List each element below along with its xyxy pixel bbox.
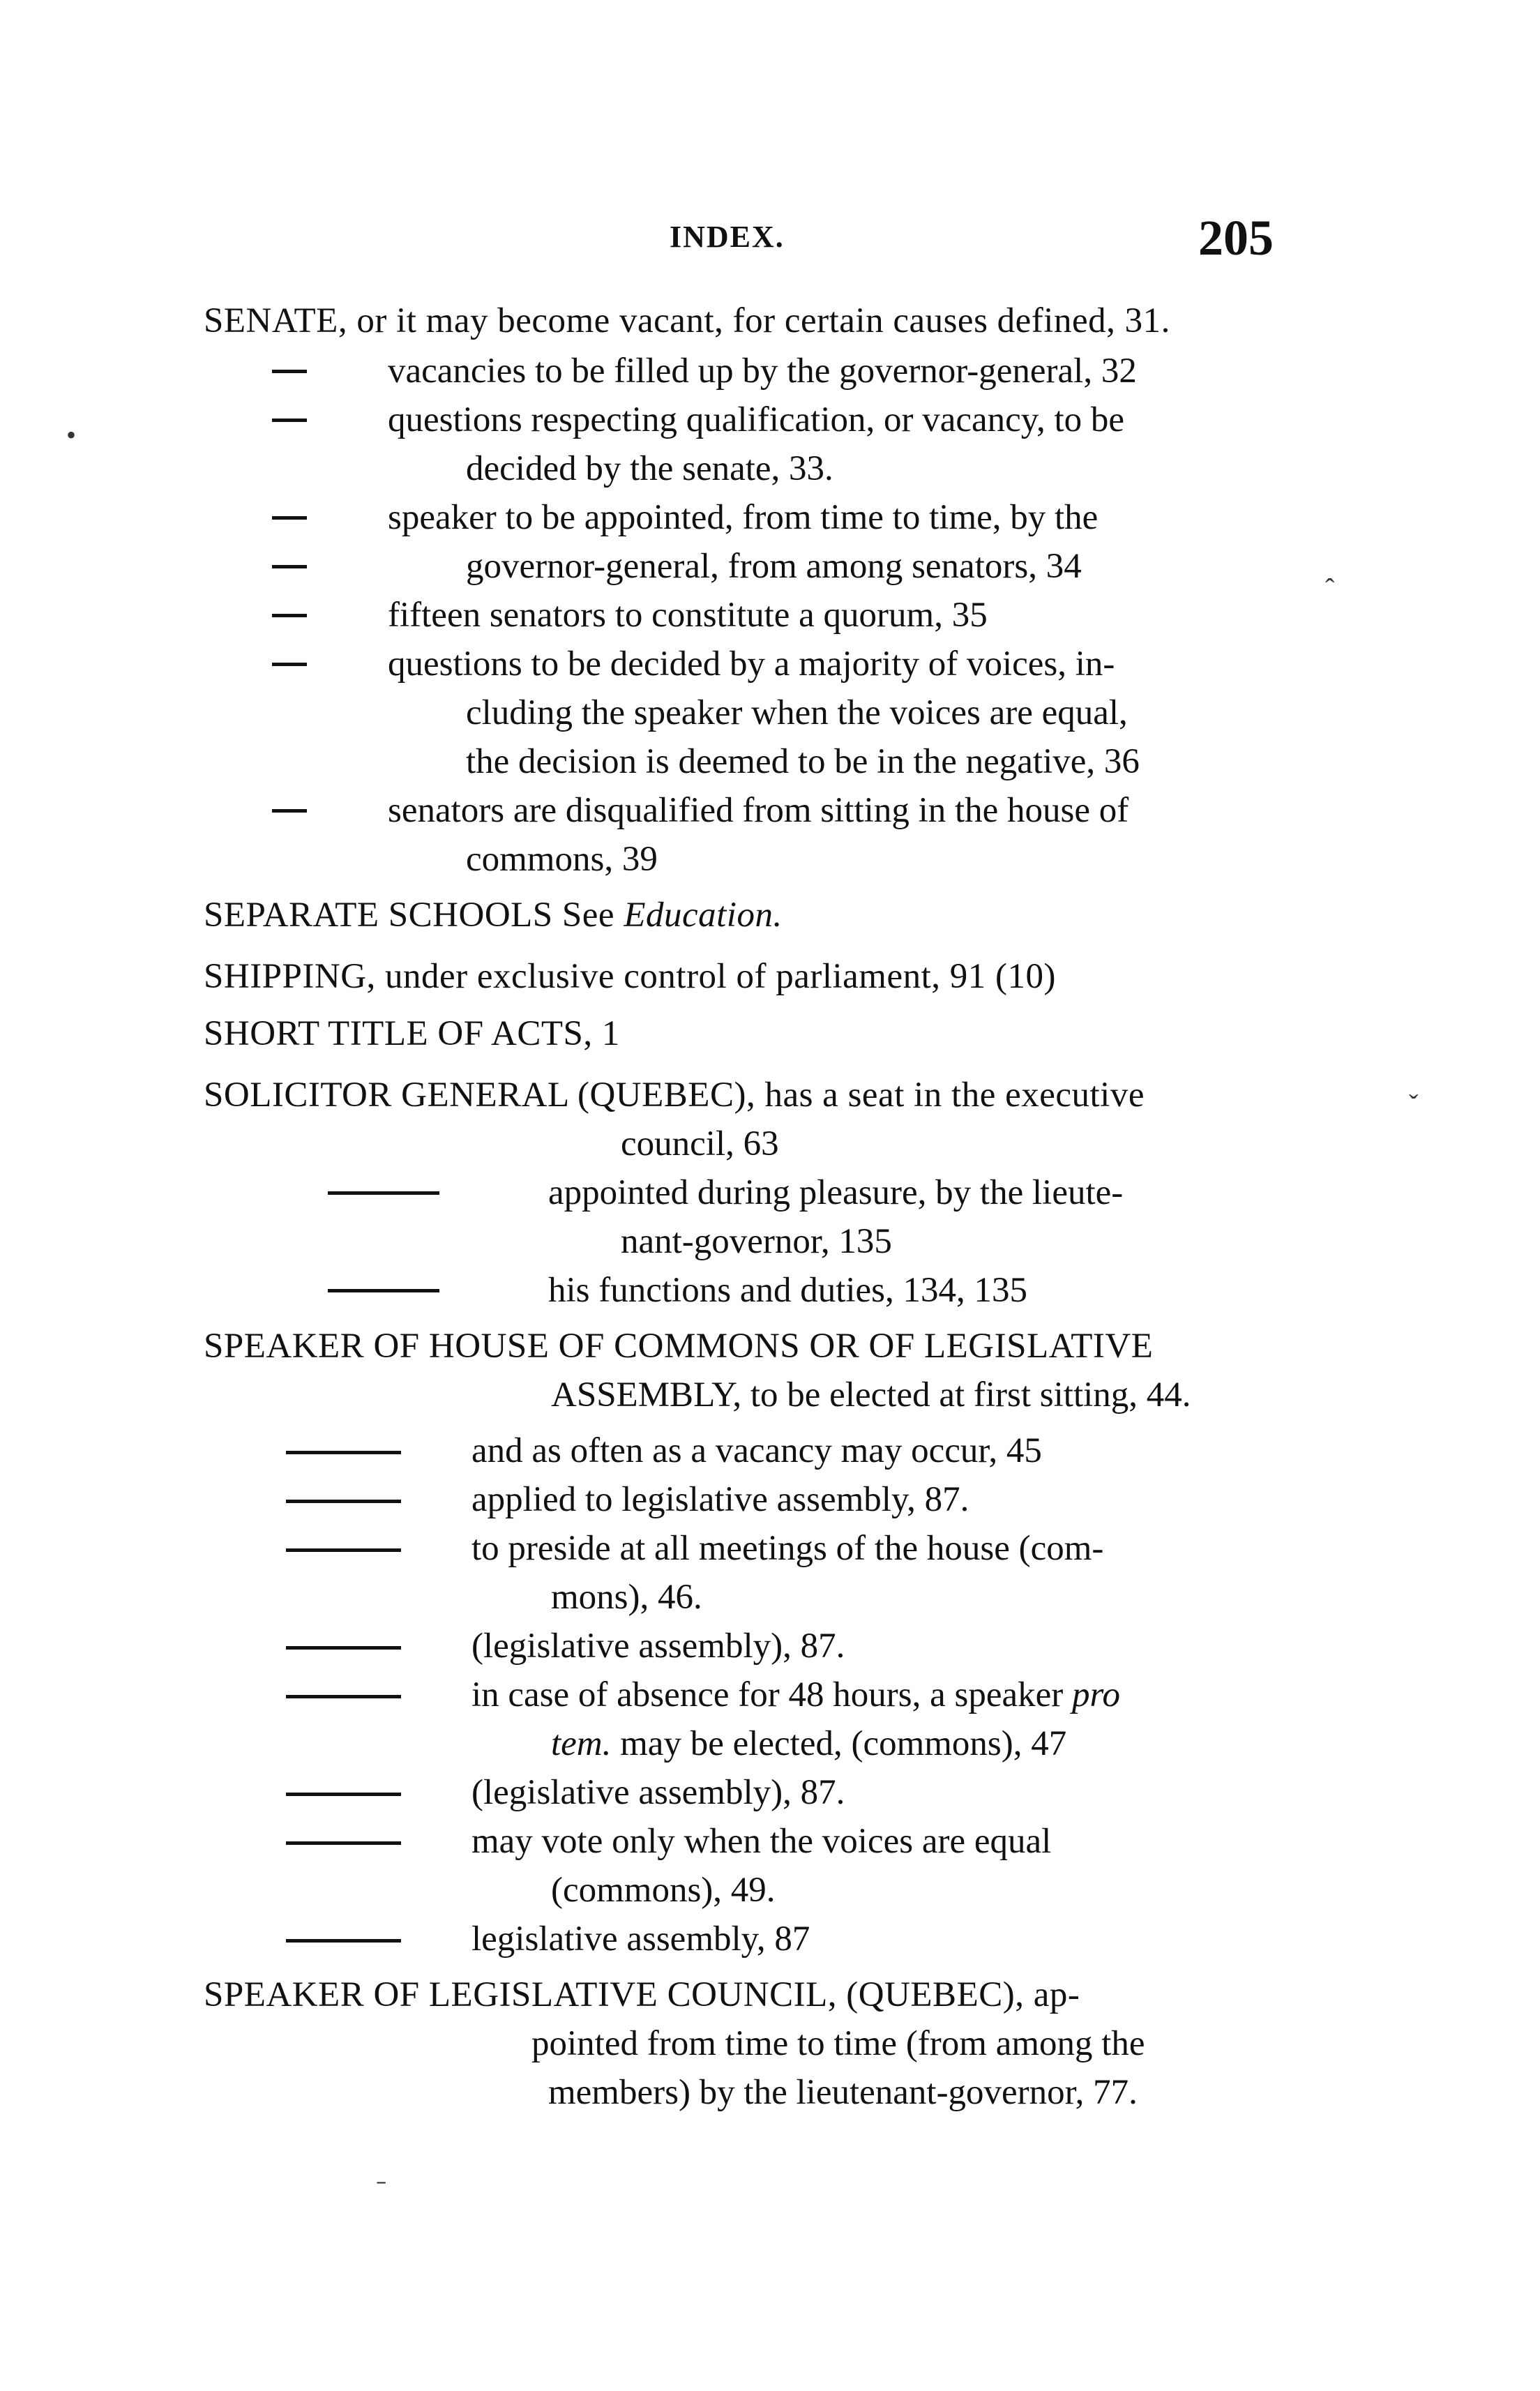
subentry-line: fifteen senators to constitute a quorum, 35 bbox=[388, 596, 988, 635]
dash bbox=[272, 565, 307, 568]
subentry-line: applied to legislative assembly, 87. bbox=[471, 1480, 969, 1519]
subentry-line: legislative assembly, 87 bbox=[471, 1919, 810, 1959]
subentry-continuation: nant-governor, 135 bbox=[621, 1222, 892, 1261]
subentry-continuation: cluding the speaker when the voices are equal, bbox=[466, 693, 1128, 732]
subentry-line: his functions and duties, 134, 135 bbox=[548, 1271, 1028, 1310]
dash bbox=[272, 809, 307, 813]
dash bbox=[286, 1646, 401, 1650]
subentry-continuation: the decision is deemed to be in the negative, 36 bbox=[466, 742, 1140, 781]
dash bbox=[272, 370, 307, 373]
subentry-continuation: council, 63 bbox=[621, 1124, 779, 1163]
entry-speaker-legislative-council: SPEAKER OF LEGISLATIVE COUNCIL, (QUEBEC), ap- bbox=[204, 1975, 1080, 2014]
dash bbox=[286, 1451, 401, 1454]
subentry-line: may vote only when the voices are equal bbox=[471, 1822, 1052, 1861]
subentry-line: (legislative assembly), 87. bbox=[471, 1627, 845, 1666]
dash bbox=[328, 1289, 439, 1292]
entry-solicitor-general: SOLICITOR GENERAL (QUEBEC), has a seat in the executive bbox=[204, 1076, 1145, 1115]
subentry-continuation: members) by the lieutenant-governor, 77. bbox=[548, 2073, 1138, 2112]
dash bbox=[272, 614, 307, 617]
dash bbox=[286, 1500, 401, 1503]
subentry-continuation: commons, 39 bbox=[466, 840, 658, 879]
subentry-continuation: decided by the senate, 33. bbox=[466, 449, 833, 488]
subentry-continuation: ASSEMBLY, to be elected at first sitting, 44. bbox=[551, 1375, 1191, 1415]
page-number: 205 bbox=[1198, 210, 1274, 266]
subentry-line: vacancies to be filled up by the governor-general, 32 bbox=[388, 352, 1137, 391]
subentry-continuation: pointed from time to time (from among the bbox=[531, 2024, 1145, 2063]
subentry-line: questions respecting qualification, or vacancy, to be bbox=[388, 400, 1125, 439]
stray-mark: ˇ bbox=[1409, 1089, 1419, 1120]
dash bbox=[286, 1548, 401, 1552]
subentry-line: speaker to be appointed, from time to time, by the bbox=[388, 498, 1099, 537]
dash bbox=[272, 418, 307, 422]
entry-shipping: SHIPPING, under exclusive control of parliament, 91 (10) bbox=[204, 957, 1056, 996]
entry-separate-schools bbox=[204, 894, 783, 936]
header-title: INDEX. bbox=[670, 220, 785, 254]
subentry-continuation: governor-general, from among senators, 34 bbox=[466, 547, 1082, 586]
subentry-continuation: (commons), 49. bbox=[551, 1871, 776, 1910]
latin-term: tem. bbox=[551, 1724, 612, 1763]
running-header bbox=[0, 209, 1540, 265]
subentry-line: questions to be decided by a majority of voices, in- bbox=[388, 644, 1115, 684]
dash bbox=[286, 1793, 401, 1796]
subentry-text: in case of absence for 48 hours, a speaker bbox=[471, 1675, 1072, 1714]
dash bbox=[286, 1939, 401, 1943]
stray-mark: ˗ bbox=[377, 2163, 386, 2194]
dash bbox=[272, 516, 307, 520]
stray-mark: • bbox=[66, 419, 77, 451]
subentry-line: and as often as a vacancy may occur, 45 bbox=[471, 1431, 1042, 1470]
stray-mark: ˆ bbox=[1325, 573, 1335, 604]
dash bbox=[286, 1695, 401, 1698]
subentry-continuation: mons), 46. bbox=[551, 1578, 702, 1617]
entry-speaker-house-of-commons: SPEAKER OF HOUSE OF COMMONS OR OF LEGISLATIVE bbox=[204, 1327, 1154, 1366]
subentry-line: appointed during pleasure, by the lieute- bbox=[548, 1173, 1124, 1212]
cross-reference: Education. bbox=[624, 896, 783, 935]
subentry-line: senators are disqualified from sitting in the house of bbox=[388, 791, 1129, 830]
subentry-text: may be elected, (commons), 47 bbox=[611, 1724, 1067, 1763]
entry-short-title: SHORT TITLE OF ACTS, 1 bbox=[204, 1014, 620, 1053]
subentry-line: to preside at all meetings of the house (com- bbox=[471, 1529, 1104, 1568]
dash bbox=[272, 663, 307, 666]
subentry-continuation bbox=[551, 1723, 1066, 1765]
entry-separate-schools-label: SEPARATE SCHOOLS See bbox=[204, 896, 624, 935]
dash bbox=[286, 1841, 401, 1845]
subentry-line bbox=[471, 1674, 1120, 1716]
subentry-line: (legislative assembly), 87. bbox=[471, 1773, 845, 1812]
latin-term: pro bbox=[1071, 1675, 1120, 1714]
entry-senate: SENATE, or it may become vacant, for certain causes defined, 31. bbox=[204, 301, 1170, 340]
dash bbox=[328, 1191, 439, 1195]
